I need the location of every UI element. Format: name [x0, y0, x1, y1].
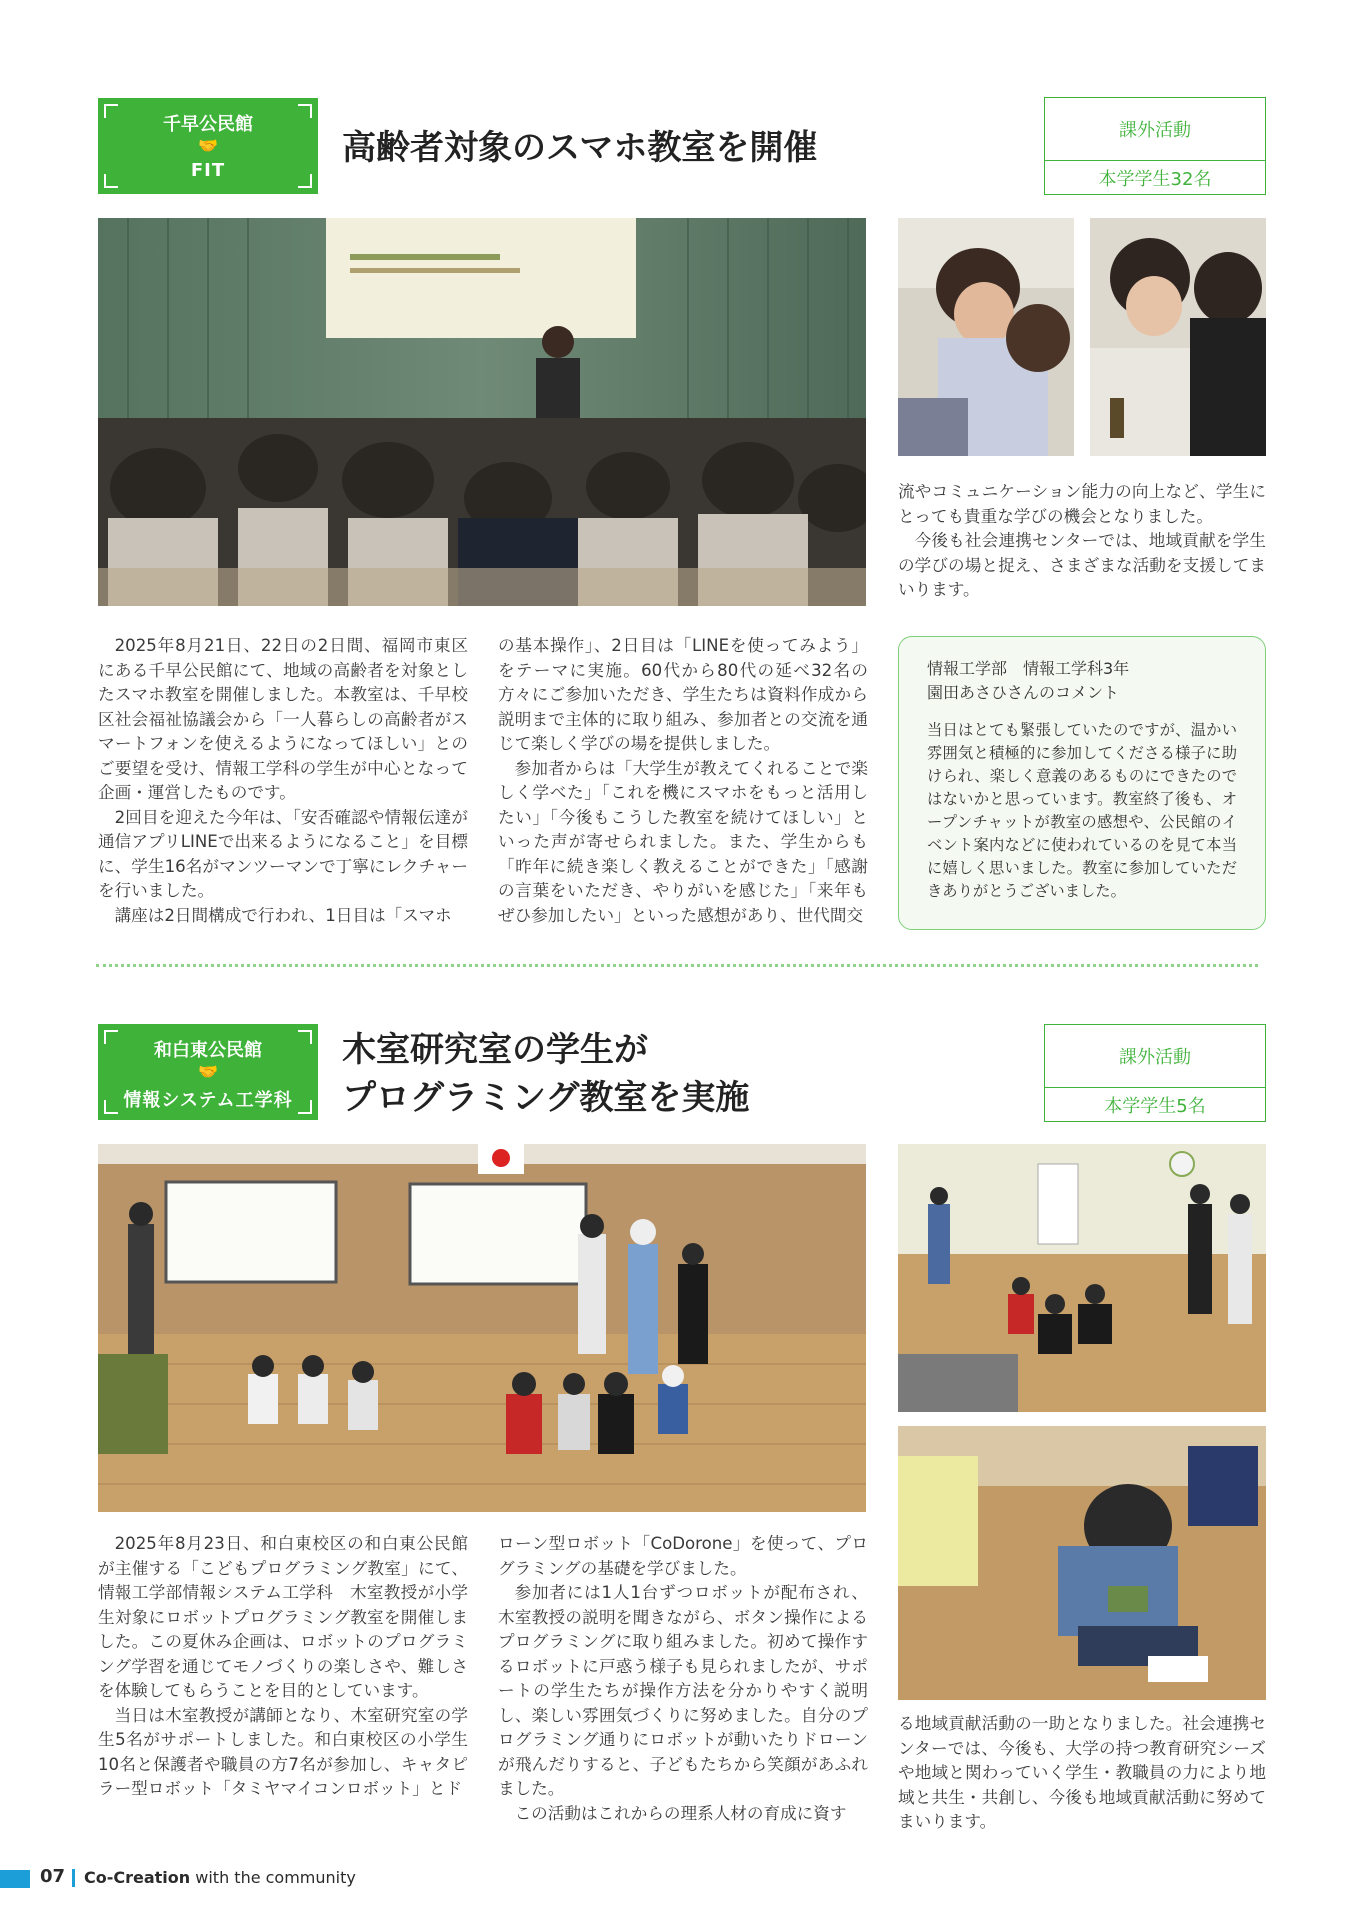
venue-tag-2: [98, 1024, 318, 1120]
photo-smartphone-class-lecture: [98, 218, 866, 606]
participant-count-1: 本学学生32名: [1045, 160, 1265, 194]
comment-author: 園田あさひさんのコメント: [927, 683, 1120, 702]
venue-tag-1-partner: FIT: [190, 160, 226, 181]
comment-text: 当日はとても緊張していたのですが、温かい雰囲気と積極的に参加してくださる様子に助けられ、楽しく意義のあるものにできたのではないかと思っています。教室終了後も、オープンチャットが教室の感想や、公民館のイベント案内などに使われているのを見て本当に嬉しく思いました。教室に参加していただきありがとうございました。: [927, 721, 1237, 900]
article-1-column-1: [98, 634, 468, 928]
article-title-1: 高齢者対象のスマホ教室を開催: [342, 128, 818, 168]
comment-affiliation: 情報工学部 情報工学科3年: [927, 659, 1130, 678]
paragraph: の基本操作」、2日目は「LINEを使ってみよう」をテーマに実施。60代から80代の延べ32名の方々にご参加いただき、学生たちは資料作成から説明まで主体的に取り組み、参加者との交流を通じて楽しく学びの場を提供しました。: [498, 636, 868, 753]
activity-badge-1: [1044, 97, 1266, 195]
activity-type-1: 課外活動: [1119, 120, 1191, 141]
paragraph: 参加者には1人1台ずつロボットが配布され、木室教授の説明を聞きながら、ボタン操作によるプログラミングに取り組みました。初めて操作するロボットに戸惑う様子も見られましたが、サポートの学生たちが操作方法を分かりやすく説明し、楽しい雰囲気づくりに努めました。自分のプログラミング通りにロボットが動いたりドローンが飛んだりすると、子どもたちから笑顔があふれました。: [498, 1583, 868, 1798]
paragraph: 2回目を迎えた今年は、「安否確認や情報伝達が通信アプリLINEで出来るようになること」を目標に、学生16名がマンツーマンで丁寧にレクチャーを行いました。: [98, 807, 468, 900]
photo-children-with-robots-1: [898, 1144, 1266, 1412]
article-1-column-2: [498, 634, 868, 928]
article-1-column-3: [898, 480, 1266, 603]
paragraph: 講座は2日間構成で行われ、1日目は「スマホ: [114, 905, 452, 925]
handshake-icon: 🤝: [198, 136, 218, 155]
activity-badge-2: [1044, 1024, 1266, 1122]
venue-tag-1-name: 千早公民館: [163, 114, 253, 135]
article-2-column-2: [498, 1532, 868, 1826]
handshake-icon: 🤝: [198, 1062, 218, 1081]
activity-type-2: 課外活動: [1119, 1047, 1191, 1068]
venue-tag-2-name: 和白東公民館: [154, 1040, 262, 1061]
page-footer: [0, 1866, 400, 1896]
photo-children-with-robots-2: [898, 1426, 1266, 1700]
venue-tag-1: [98, 98, 318, 194]
footer-accent-bar: [0, 1870, 30, 1888]
paragraph: 参加者からは「大学生が教えてくれることで楽しく学べた」「これを機にスマホをもっと活用したい」「今後もこうした教室を続けてほしい」といった声が寄せられました。また、学生からも「昨年に続き楽しく教えることができた」「感謝の言葉をいただき、やりがいを感じた」「来年もぜひ参加したい」といった感想があり、世代間交: [498, 758, 868, 925]
article-title-2-line-1: 木室研究室の学生が: [342, 1030, 648, 1070]
publication-name: [84, 1868, 356, 1887]
student-comment-box: [898, 636, 1266, 930]
article-title-2-line-2: プログラミング教室を実施: [342, 1078, 750, 1118]
photo-student-teaching-1: [898, 218, 1074, 456]
section-divider: [96, 964, 1258, 967]
paragraph: る地域貢献活動の一助となりました。社会連携センターでは、今後も、大学の持つ教育研究シーズや地域と関わっていく学生・教職員の力により地域と共生・共創し、今後も地域貢献活動に努めてまいります。: [898, 1714, 1266, 1831]
paragraph: 2025年8月21日、22日の2日間、福岡市東区にある千早公民館にて、地域の高齢者を対象としたスマホ教室を開催しました。本教室は、千早校区社会福祉協議会から「一人暮らしの高齢者がスマートフォンを使えるようになってほしい」とのご要望を受け、情報工学科の学生が中心となって企画・運営したものです。: [98, 636, 468, 802]
paragraph: ローン型ロボット「CoDorone」を使って、プログラミングの基礎を学びました。: [498, 1534, 868, 1578]
publication-name-bold: Co-Creation: [84, 1868, 191, 1887]
participant-count-2: 本学学生5名: [1045, 1087, 1265, 1121]
page-number: 07: [40, 1866, 66, 1887]
publication-name-rest: with the community: [190, 1868, 356, 1887]
venue-tag-2-partner: 情報システム工学科: [123, 1090, 293, 1111]
article-2-column-3: [898, 1712, 1266, 1835]
article-2-column-1: [98, 1532, 468, 1802]
photo-programming-class-hall: [98, 1144, 866, 1512]
photo-student-teaching-2: [1090, 218, 1266, 456]
paragraph: 流やコミュニケーション能力の向上など、学生にとっても貴重な学びの機会となりました。: [898, 482, 1266, 526]
footer-separator: [72, 1869, 75, 1887]
paragraph: 今後も社会連携センターでは、地域貢献を学生の学びの場と捉え、さまざまな活動を支援してまいります。: [898, 531, 1266, 599]
paragraph: 当日は木室教授が講師となり、木室研究室の学生5名がサポートしました。和白東校区の小学生10名と保護者や職員の方7名が参加し、キャタピラー型ロボット「タミヤマイコンロボット」とド: [98, 1705, 468, 1798]
article-title-2: [342, 1026, 749, 1122]
paragraph: 2025年8月23日、和白東校区の和白東公民館が主催する「こどもプログラミング教室」にて、情報工学部情報システム工学科 木室教授が小学生対象にロボットプログラミング教室を開催しました。この夏休み企画は、ロボットのプログラミング学習を通じてモノづくりの楽しさや、難しさを体験してもらうことを目的としています。: [98, 1534, 468, 1700]
paragraph: この活動はこれからの理系人材の育成に資す: [514, 1803, 847, 1823]
